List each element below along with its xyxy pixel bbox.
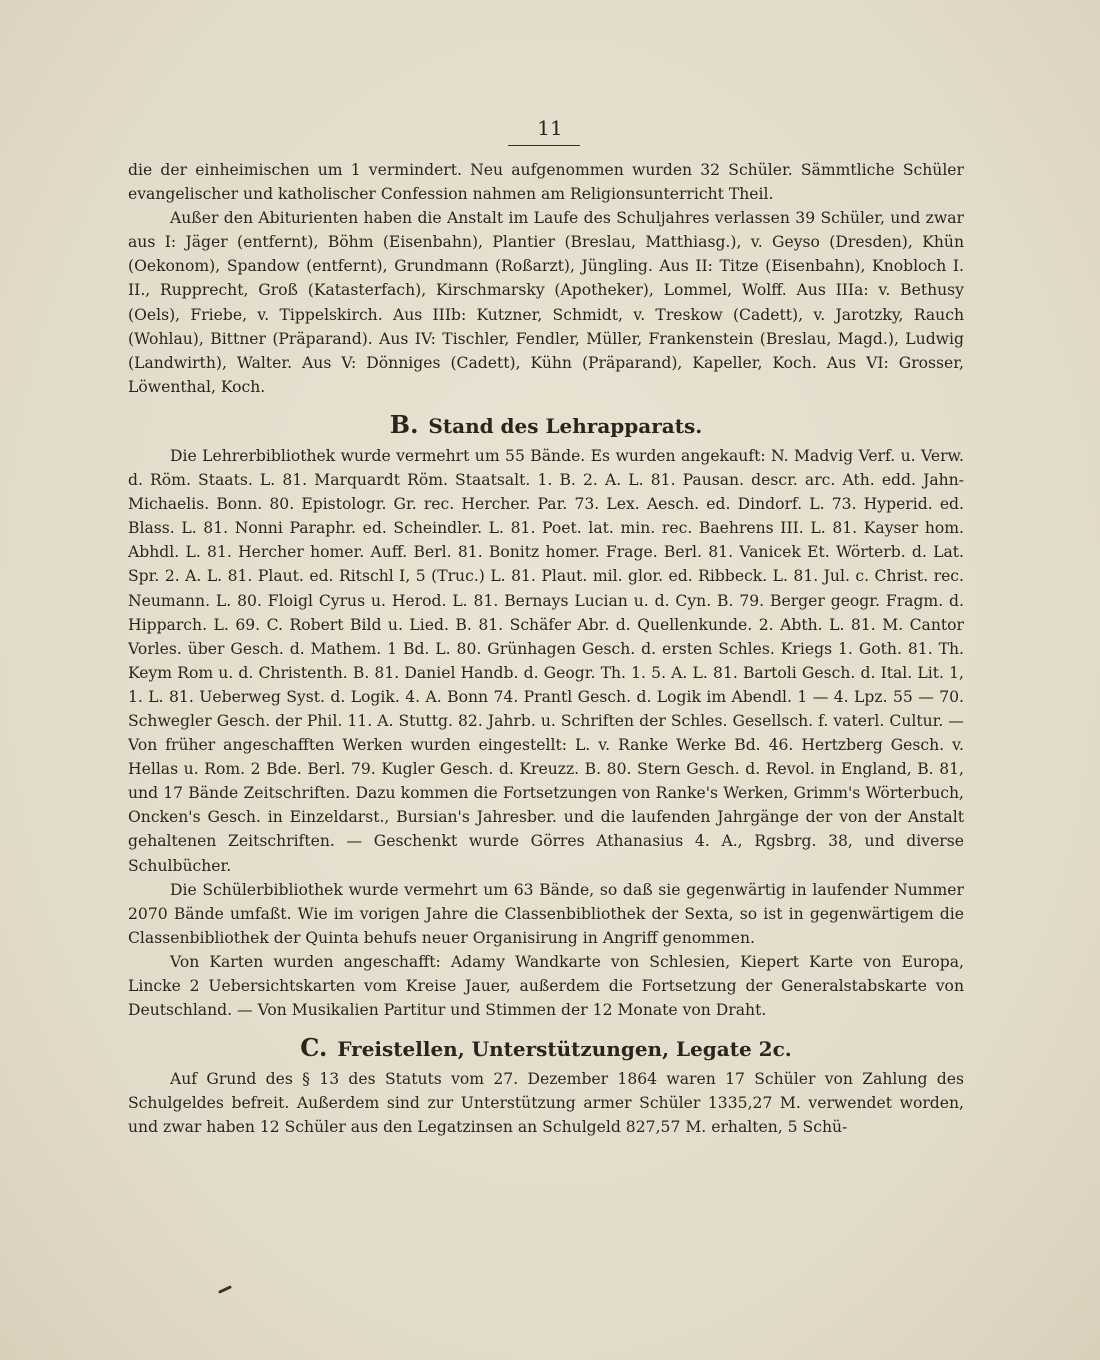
section-b-paragraph-2: Die Schülerbibliothek wurde vermehrt um 63 Bände, so daß sie gegenwärtig in laufender Nummer 2070 Bände umfaßt. Wie im vorigen Jahre die Classenbibliothek der Sexta, so ist in gegenwärtigem die Classenbibliothek der Quinta behufs neuer Organisirung in Angriff genommen. [128, 880, 964, 947]
section-b-heading [128, 411, 964, 440]
page-body [128, 158, 964, 1139]
page-number: 11 [537, 116, 563, 140]
section-c-heading [128, 1034, 964, 1063]
section-b-paragraph-1: Die Lehrerbibliothek wurde vermehrt um 55 Bände. Es wurden angekauft: N. Madvig Verf. u. Verw. d. Röm. Staats. L. 81. Marquardt Röm. Staatsalt. 1. B. 2. A. L. 81. Pausan. descr. arc. Ath. edd. Jahn-Michaelis. Bonn. 80. Epistologr. Gr. rec. Hercher. Par. 73. Lex. Aesch. ed. Dindorf. L. 73. Hyperid. ed. Blass. L. 81. Nonni Paraphr. ed. Scheindler. L. 81. Poet. lat. min. rec. Baehrens III. L. 81. Kayser hom. Abhdl. L. 81. Hercher homer. Auff. Berl. 81. Bonitz homer. Frage. Berl. 81. Vanicek Et. Wörterb. d. Lat. Spr. 2. A. L. 81. Plaut. ed. Ritschl I, 5 (Truc.) L. 81. Plaut. mil. glor. ed. Ribbeck. L. 81. Jul. c. Christ. rec. Neumann. L. 80. Floigl Cyrus u. Herod. L. 81. Bernays Lucian u. d. Cyn. B. 79. Berger geogr. Fragm. d. Hipparch. L. 69. C. Robert Bild u. Lied. B. 81. Schäfer Abr. d. Quellenkunde. 2. Abth. L. 81. M. Cantor Vorles. über Gesch. d. Mathem. 1 Bd. L. 80. Grünhagen Gesch. d. ersten Schles. Kriegs 1. Goth. 81. Th. Keym Rom u. d. Christenth. B. 81. Daniel Handb. d. Geogr. Th. 1. 5. A. L. 81. Bartoli Gesch. d. Ital. Lit. 1, 1. L. 81. Ueberweg Syst. d. Logik. 4. A. Bonn 74. Prantl Gesch. d. Logik im Abendl. 1 — 4. Lpz. 55 — 70. Schwegler Gesch. der Phil. 11. A. Stuttg. 82. Jahrb. u. Schriften der Schles. Gesellsch. f. vaterl. Cultur. — Von früher angeschafften Werken wurden eingestellt: L. v. Ranke Werke Bd. 46. Hertzberg Gesch. v. Hellas u. Rom. 2 Bde. Berl. 79. Kugler Gesch. d. Kreuzz. B. 80. Stern Gesch. d. Revol. in England, B. 81, und 17 Bände Zeitschriften. Dazu kommen die Fortsetzungen von Ranke's Werken, Grimm's Wörterbuch, Oncken's Gesch. in Einzeldarst., Bursian's Jahresber. und die laufenden Jahrgänge der von der Anstalt gehaltenen Zeitschriften. — Geschenkt wurde Görres Athanasius 4. A., Rgsbrg. 38, und diverse Schulbücher. [128, 446, 964, 875]
section-b-title: Stand des Lehrapparats. [428, 413, 703, 438]
intro-paragraph-2: Außer den Abiturienten haben die Anstalt im Laufe des Schuljahres verlassen 39 Schüler, und zwar aus I: Jäger (entfernt), Böhm (Eisenbahn), Plantier (Breslau, Matthiasg.), v. Geyso (Dresden), Khün (Oekonom), Spandow (entfernt), Grundmann (Roßarzt), Jüngling. Aus II: Titze (Eisenbahn), Knobloch I. II., Rupprecht, Groß (Katasterfach), Kirschmarsky (Apotheker), Lommel, Wolff. Aus IIIa: v. Bethusy (Oels), Friebe, v. Tippelskirch. Aus IIIb: Kutzner, Schmidt, v. Treskow (Cadett), v. Jarotzky, Rauch (Wohlau), Bittner (Präparand). Aus IV: Tischler, Fendler, Müller, Frankenstein (Breslau, Magd.), Ludwig (Landwirth), Walter. Aus V: Dönniges (Cadett), Kühn (Präparand), Kapeller, Koch. Aus VI: Grosser, Löwenthal, Koch. [128, 209, 964, 396]
section-c-letter: C. [300, 1033, 328, 1063]
intro-paragraph-1: die der einheimischen um 1 vermindert. Neu aufgenommen wurden 32 Schüler. Sämmtliche Schüler evangelischer und katholischer Confession nahmen am Religionsunterricht Theil. [128, 161, 964, 204]
page-number-rule [508, 145, 580, 146]
section-c-paragraph-1: Auf Grund des § 13 des Statuts vom 27. Dezember 1864 waren 17 Schüler von Zahlung des Schulgeldes befreit. Außerdem sind zur Unterstützung armer Schüler 1335,27 M. verwendet worden, und zwar haben 12 Schüler aus den Legatzinsen an Schulgeld 827,57 M. erhalten, 5 Schü- [128, 1070, 964, 1137]
ink-mark [218, 1285, 232, 1294]
section-b-letter: B. [389, 409, 419, 439]
section-c-title: Freistellen, Unterstützungen, Legate 2c. [337, 1037, 792, 1062]
section-b-paragraph-3: Von Karten wurden angeschafft: Adamy Wandkarte von Schlesien, Kiepert Karte von Europa, Lincke 2 Uebersichtskarten vom Kreise Jauer, außerdem die Fortsetzung der Generalstabskarte von Deutschland. — Von Musikalien Partitur und Stimmen der 12 Monate von Draht. [128, 952, 964, 1020]
